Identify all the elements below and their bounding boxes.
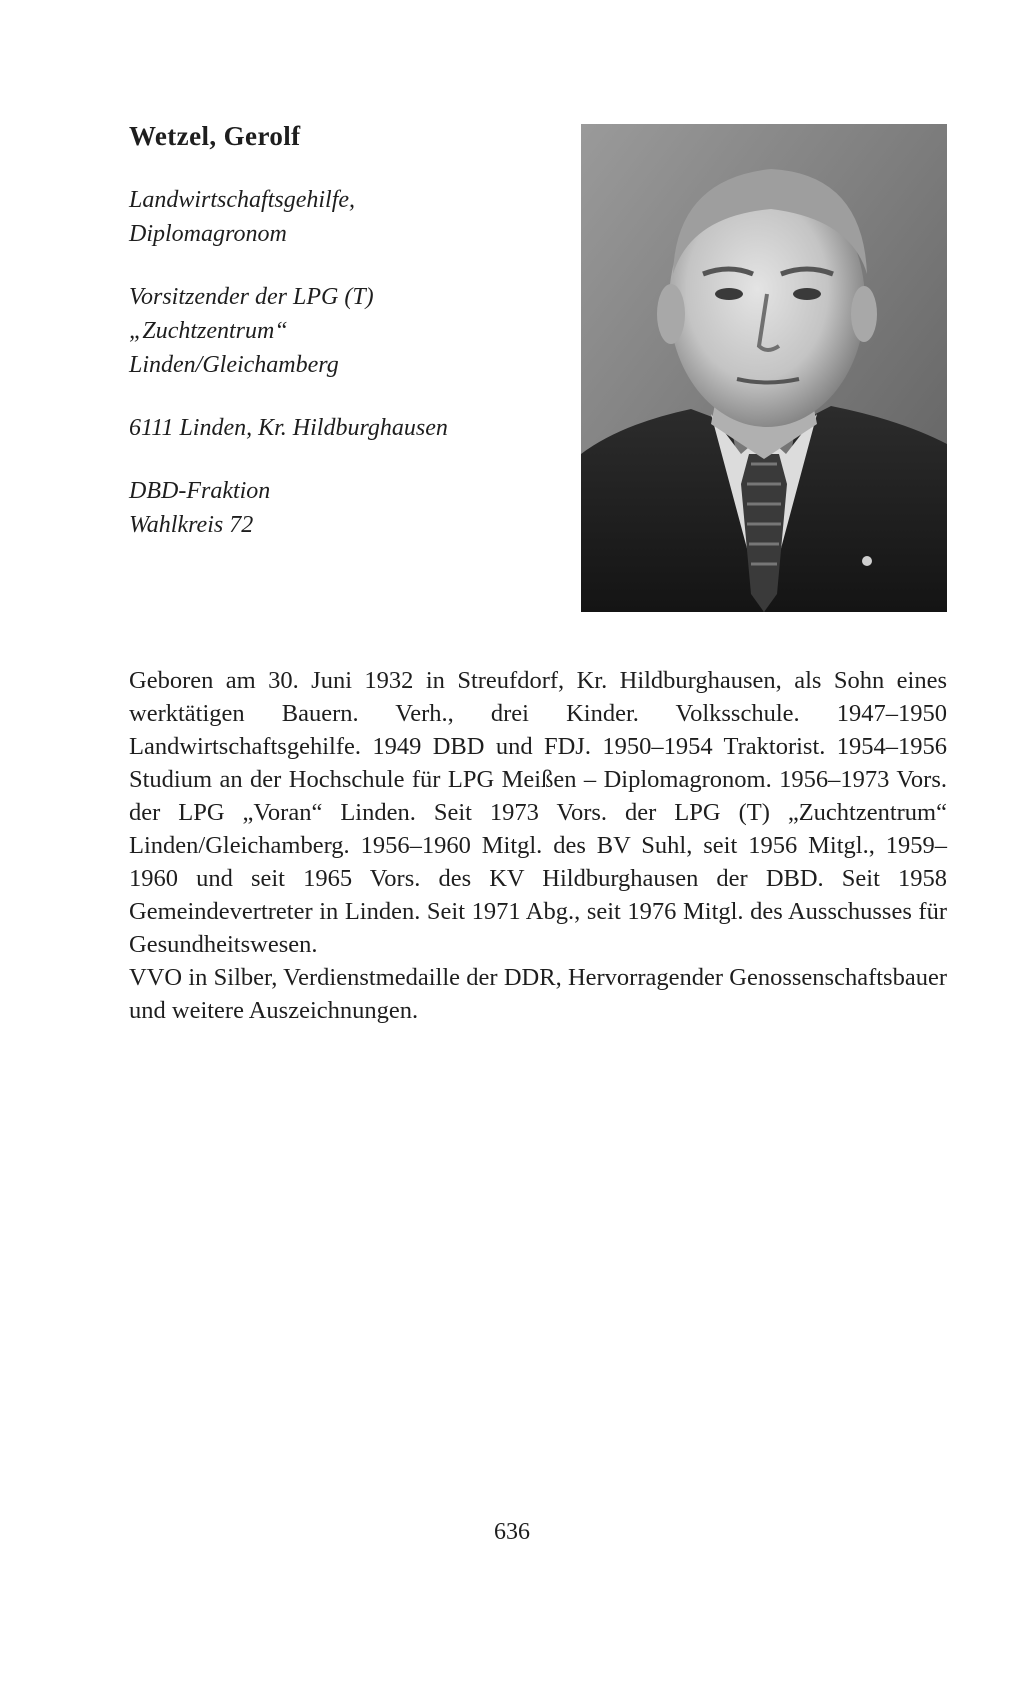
person-info <box>129 183 559 571</box>
address-line: 6111 Linden, Kr. Hildburghausen <box>129 415 448 441</box>
person-name: Wetzel, Gerolf <box>129 121 301 151</box>
position-block <box>129 280 559 382</box>
biography-paragraph: Geboren am 30. Juni 1932 in Streufdorf, Kr. Hildburghausen, als Sohn eines werktätigen Bauern. Verh., drei Kinder. Volksschule. 1947–1950 Landwirtschaftsgehilfe. 1949 DBD und FDJ. 1950–1954 Traktorist. 1954–1956 Studium an der Hochschule für LPG Meißen – Diplomagronom. 1956–1973 Vors. der LPG „Voran“ Linden. Seit 1973 Vors. der LPG (T) „Zuchtzentrum“ Linden/Gleichamberg. 1956–1960 Mitgl. des BV Suhl, seit 1956 Mitgl., 1959–1960 und seit 1965 Vors. des KV Hildburghausen der DBD. Seit 1958 Gemeindevertreter in Linden. Seit 1971 Abg., seit 1976 Mitgl. des Ausschusses für Gesundheitswesen. <box>129 667 947 958</box>
constituency-line: Wahlkreis 72 <box>129 512 254 538</box>
position-line: Linden/Gleichamberg <box>129 352 339 378</box>
position-line: Vorsitzender der LPG (T) <box>129 284 374 310</box>
address-block <box>129 411 559 445</box>
portrait-photo <box>581 124 947 612</box>
position-line: „Zuchtzentrum“ <box>129 318 288 344</box>
faction-line: DBD-Fraktion <box>129 478 271 504</box>
biography <box>129 664 947 1027</box>
profession-line: Landwirtschaftsgehilfe, <box>129 187 356 213</box>
awards-paragraph: VVO in Silber, Verdienstmedaille der DDR, Hervorragender Genossenschaftsbauer und weitere Auszeichnungen. <box>129 964 947 1024</box>
faction-block <box>129 474 559 542</box>
professions-block <box>129 183 559 251</box>
profession-line: Diplomagronom <box>129 221 287 247</box>
page-number: 636 <box>494 1519 530 1545</box>
